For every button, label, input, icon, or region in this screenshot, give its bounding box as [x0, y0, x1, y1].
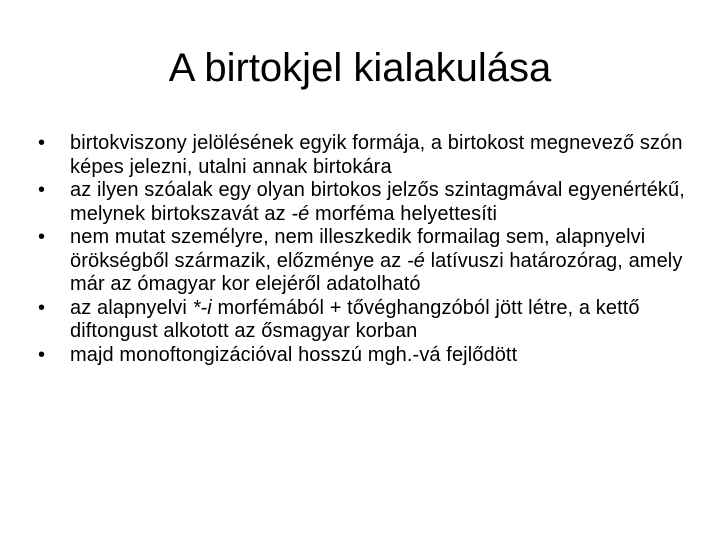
bullet-text: morféma helyettesíti [309, 202, 498, 225]
bullet-text: majd monoftongizációval hosszú mgh.-vá fejlődött [70, 343, 518, 366]
bullet-dot-icon: • [38, 226, 46, 248]
bullet-text: latívuszi határozórag, amely már az ómagyar kor elejéről adatolható [70, 249, 683, 295]
bullet-text: birtokviszony jelölésének egyik formája, a birtokost megnevező szón képes jelezni, utalni annak birtokára [70, 132, 683, 178]
bullet-item [38, 226, 698, 297]
bullet-item [38, 297, 698, 344]
bullet-text-italic: -é [406, 249, 425, 272]
bullet-text-italic: *-i [192, 296, 212, 319]
bullet-text-italic: -é [291, 202, 310, 225]
bullet-item [38, 179, 698, 226]
bullet-item [38, 132, 698, 179]
bullet-dot-icon: • [38, 179, 46, 201]
slide-title: A birtokjel kialakulása [168, 46, 552, 90]
bullet-text: morfémából + tővéghangzóból jött létre, a kettő diftongust alkotott az ősmagyar korban [70, 296, 640, 342]
bullet-item [38, 344, 698, 368]
bullet-text: nem mutat személyre, nem illeszkedik formailag sem, alapnyelvi örökségből származik, előzménye az [70, 226, 646, 272]
bullet-dot-icon: • [38, 343, 46, 366]
bullet-list [38, 132, 698, 367]
bullet-text: az alapnyelvi [70, 296, 193, 319]
bullet-dot-icon: • [38, 296, 46, 319]
bullet-text: az ilyen szóalak egy olyan birtokos jelzős szintagmával egyenértékű, melynek birtokszavát az [70, 179, 685, 225]
bullet-dot-icon: • [38, 132, 46, 154]
